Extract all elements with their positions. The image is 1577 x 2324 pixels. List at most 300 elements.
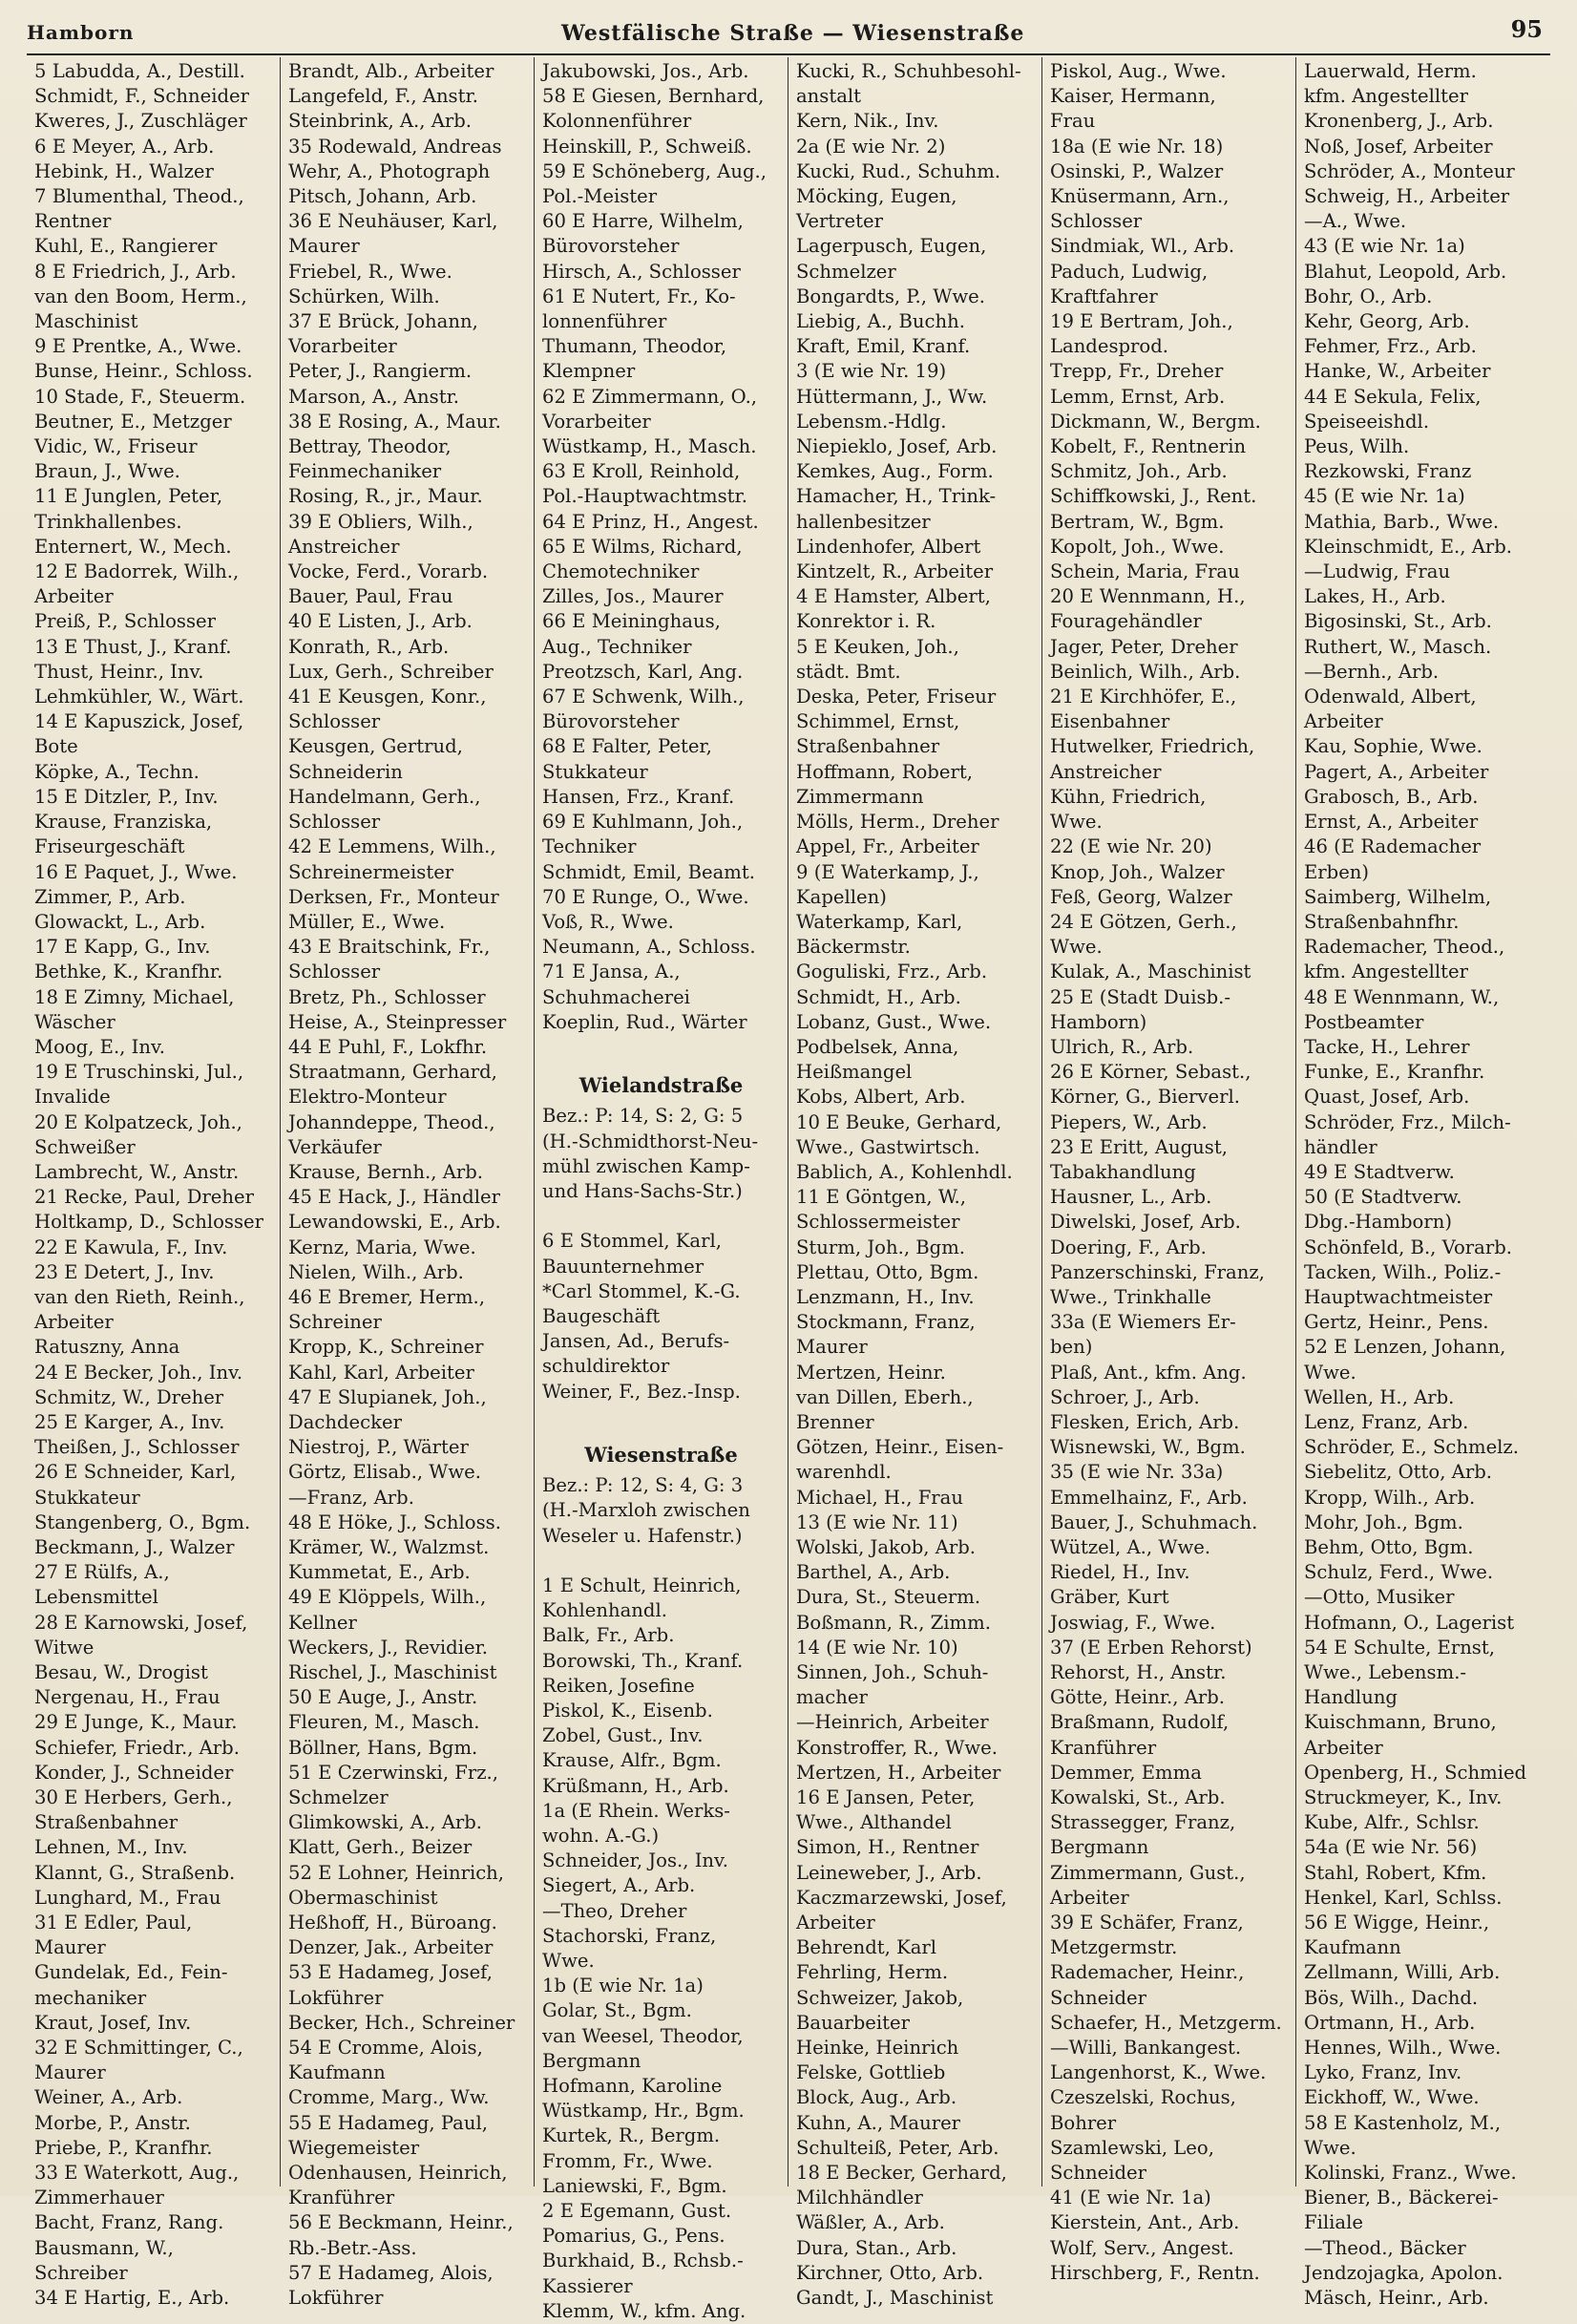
directory-entry: Fehmer, Frz., Arb. bbox=[1304, 335, 1477, 358]
directory-entry: Schein, Maria, Frau bbox=[1050, 560, 1240, 583]
directory-entry: Obermaschinist bbox=[288, 1886, 438, 1909]
directory-entry: Thumann, Theodor, bbox=[542, 335, 727, 358]
directory-entry: Jager, Peter, Dreher bbox=[1050, 635, 1238, 658]
directory-entry: Czeszelski, Rochus, bbox=[1050, 2086, 1236, 2109]
directory-entry: Biener, B., Bäckerei- bbox=[1304, 2187, 1499, 2209]
directory-entry: Witwe bbox=[34, 1636, 95, 1658]
directory-entry: Blahut, Leopold, Arb. bbox=[1304, 260, 1507, 283]
directory-entry: Arbeiter bbox=[796, 1912, 875, 1934]
directory-entry: Wolf, Serv., Angest. bbox=[1050, 2236, 1234, 2259]
directory-entry: Johanndeppe, Theod., bbox=[288, 1110, 495, 1133]
directory-entry: Hauptwachtmeister bbox=[1304, 1285, 1493, 1308]
directory-entry: Vertreter bbox=[796, 210, 883, 233]
directory-entry: Behm, Otto, Bgm. bbox=[1304, 1535, 1474, 1558]
column-4 bbox=[788, 57, 1042, 2310]
directory-entry: Rezkowski, Franz bbox=[1304, 460, 1472, 483]
directory-entry: 1b (E wie Nr. 1a) bbox=[542, 1975, 704, 1997]
directory-entry: Schneiderin bbox=[288, 760, 403, 783]
directory-entry: 1a (E Rhein. Werks- bbox=[542, 1799, 730, 1822]
directory-entry: Böllner, Hans, Bgm. bbox=[288, 1736, 478, 1759]
column-3 bbox=[535, 57, 788, 2322]
directory-entry: 61 E Nutert, Fr., Ko- bbox=[542, 285, 736, 307]
directory-entry: Bigosinski, St., Arb. bbox=[1304, 610, 1492, 633]
directory-entry: Kern, Nik., Inv. bbox=[796, 110, 939, 133]
directory-entry: 70 E Runge, O., Wwe. bbox=[542, 885, 749, 908]
directory-entry: Schmidt, F., Schneider bbox=[34, 85, 249, 108]
directory-entry: Schlosser bbox=[1050, 210, 1143, 233]
directory-entry: Schmidt, Emil, Beamt. bbox=[542, 860, 755, 883]
directory-entry: Feinmechaniker bbox=[288, 460, 442, 483]
directory-entry: Bablich, A., Kohlenhdl. bbox=[796, 1160, 1013, 1183]
directory-entry: Lenzmann, H., Inv. bbox=[796, 1285, 975, 1308]
directory-entry: 53 E Hadameg, Josef, bbox=[288, 1961, 493, 1984]
directory-entry: 17 E Kapp, G., Inv. bbox=[34, 936, 211, 959]
directory-entry: Anstreicher bbox=[288, 535, 400, 558]
directory-entry: 33a (E Wiemers Er- bbox=[1050, 1311, 1236, 1334]
directory-entry: Mohr, Joh., Bgm. bbox=[1304, 1511, 1463, 1533]
street-heading: Wielandstraße bbox=[578, 1073, 744, 1098]
directory-entry: Bäckermstr. bbox=[796, 936, 911, 959]
directory-entry: macher bbox=[796, 1686, 868, 1709]
directory-entry: Landesprod. bbox=[1050, 335, 1168, 358]
directory-entry: Kropp, K., Schreiner bbox=[288, 1336, 484, 1359]
directory-entry: 37 (E Erben Rehorst) bbox=[1050, 1636, 1252, 1658]
directory-entry: Felske, Gottlieb bbox=[796, 2061, 946, 2084]
directory-entry: Hausner, L., Arb. bbox=[1050, 1186, 1212, 1209]
directory-entry: Bertram, W., Bgm. bbox=[1050, 510, 1225, 533]
directory-entry: Heinke, Heinrich bbox=[796, 2037, 959, 2060]
directory-entry: Golar, St., Bgm. bbox=[542, 1999, 692, 2022]
directory-entry: Demmer, Emma bbox=[1050, 1761, 1202, 1784]
directory-entry: 1 E Schult, Heinrich, bbox=[542, 1574, 742, 1596]
directory-entry: Pagert, A., Arbeiter bbox=[1304, 760, 1489, 783]
directory-entry: Balk, Fr., Arb. bbox=[542, 1624, 675, 1647]
directory-entry: Behrendt, Karl bbox=[796, 1936, 937, 1959]
directory-entry: Lakes, H., Arb. bbox=[1304, 585, 1446, 608]
directory-entry: 69 E Kuhlmann, Joh., bbox=[542, 811, 744, 834]
directory-entry: Metzgermstr. bbox=[1050, 1936, 1178, 1959]
directory-entry: Filiale bbox=[1304, 2211, 1363, 2234]
directory-entry: Ulrich, R., Arb. bbox=[1050, 1035, 1194, 1058]
directory-entry: 40 E Listen, J., Arb. bbox=[288, 610, 473, 633]
directory-entry: 9 (E Waterkamp, J., bbox=[796, 860, 979, 883]
directory-entry: 56 E Beckmann, Heinr., bbox=[288, 2211, 514, 2234]
directory-entry: Schweig, H., Arbeiter bbox=[1304, 185, 1510, 208]
directory-entry: Kolinski, Franz., Wwe. bbox=[1304, 2162, 1517, 2185]
directory-entry: Peter, J., Rangierm. bbox=[288, 360, 473, 383]
directory-entry: Anstreicher bbox=[1050, 760, 1162, 783]
directory-entry: Stangenberg, O., Bgm. bbox=[34, 1511, 251, 1533]
directory-entry: Emmelhainz, F., Arb. bbox=[1050, 1486, 1248, 1509]
directory-entry: van Weesel, Theodor, bbox=[542, 2024, 744, 2047]
directory-entry: Arbeiter bbox=[1304, 1736, 1383, 1759]
directory-entry: 5 Labudda, A., Destill. bbox=[34, 60, 245, 82]
directory-entry: 36 E Neuhäuser, Karl, bbox=[288, 210, 498, 233]
directory-entry: Erben) bbox=[1304, 860, 1370, 883]
directory-entry: Enternert, W., Mech. bbox=[34, 535, 232, 558]
directory-entry: Stachorski, Franz, bbox=[542, 1924, 717, 1947]
directory-entry: Schiefer, Friedr., Arb. bbox=[34, 1736, 240, 1759]
header-rule bbox=[27, 53, 1550, 55]
directory-entry: Marson, A., Anstr. bbox=[288, 385, 460, 408]
directory-entry: Schuhmacherei bbox=[542, 985, 690, 1008]
directory-entry: 41 (E wie Nr. 1a) bbox=[1050, 2187, 1211, 2209]
directory-entry: Wwe., Althandel bbox=[796, 1811, 952, 1834]
directory-entry: Simon, H., Rentner bbox=[796, 1836, 979, 1859]
directory-entry: 58 E Kastenholz, M., bbox=[1304, 2111, 1502, 2134]
directory-entry: Klatt, Gerh., Beizer bbox=[288, 1836, 473, 1859]
directory-entry: —Heinrich, Arbeiter bbox=[796, 1711, 989, 1734]
directory-entry: 10 Stade, F., Steuerm. bbox=[34, 385, 246, 408]
directory-entry: Dura, Stan., Arb. bbox=[796, 2236, 957, 2259]
directory-entry: Bergmann bbox=[542, 2049, 641, 2072]
directory-entry: Wellen, H., Arb. bbox=[1304, 1385, 1455, 1408]
directory-entry: Schulteiß, Peter, Arb. bbox=[796, 2136, 999, 2159]
directory-entry: Priebe, P., Kranfhr. bbox=[34, 2136, 213, 2159]
directory-entry: Zimmermann, Gust., bbox=[1050, 1861, 1246, 1884]
directory-entry: Panzerschinski, Franz, bbox=[1050, 1260, 1265, 1283]
directory-entry: Grabosch, B., Arb. bbox=[1304, 785, 1479, 808]
directory-entry: Becker, Hch., Schreiner bbox=[288, 2011, 515, 2034]
directory-entry: Strassegger, Franz, bbox=[1050, 1811, 1236, 1834]
directory-columns bbox=[27, 57, 1550, 2322]
directory-entry: Kraut, Josef, Inv. bbox=[34, 2011, 192, 2034]
directory-entry: Hebink, H., Walzer bbox=[34, 159, 214, 182]
directory-entry: Feß, Georg, Walzer bbox=[1050, 885, 1232, 908]
directory-entry: Rb.-Betr.-Ass. bbox=[288, 2236, 417, 2259]
directory-entry: Braun, J., Wwe. bbox=[34, 460, 180, 483]
directory-entry: —Bernh., Arb. bbox=[1304, 660, 1440, 683]
directory-entry: Siegert, A., Arb. bbox=[542, 1874, 696, 1897]
directory-entry: Vocke, Ferd., Vorarb. bbox=[288, 560, 489, 583]
directory-entry: Vorarbeiter bbox=[288, 335, 397, 358]
directory-entry: Glimkowski, A., Arb. bbox=[288, 1811, 482, 1834]
directory-entry: Langenhorst, K., Wwe. bbox=[1050, 2061, 1267, 2084]
directory-entry: Derksen, Fr., Monteur bbox=[288, 885, 499, 908]
directory-entry: Baugeschäft bbox=[542, 1304, 661, 1327]
directory-entry: 24 E Götzen, Gerh., bbox=[1050, 910, 1237, 933]
directory-entry: Kassierer bbox=[542, 2274, 633, 2297]
directory-entry: Doering, F., Arb. bbox=[1050, 1236, 1207, 1258]
directory-entry: Bohrer bbox=[1050, 2111, 1117, 2134]
directory-entry: —Theod., Bäcker bbox=[1304, 2236, 1466, 2259]
directory-entry: Brenner bbox=[796, 1410, 874, 1433]
directory-entry: Flesken, Erich, Arb. bbox=[1050, 1410, 1240, 1433]
directory-entry: 13 E Thust, J., Kranf. bbox=[34, 635, 232, 658]
directory-entry: Chemotechniker bbox=[542, 560, 700, 583]
directory-entry: Odenhausen, Heinrich, bbox=[288, 2162, 508, 2185]
directory-entry: 6 E Meyer, A., Arb. bbox=[34, 135, 215, 158]
directory-entry: 19 E Bertram, Joh., bbox=[1050, 310, 1233, 333]
directory-entry: mechaniker bbox=[34, 1986, 147, 2009]
directory-entry: Zilles, Jos., Maurer bbox=[542, 585, 724, 608]
directory-entry: 48 E Höke, J., Schloss. bbox=[288, 1511, 501, 1533]
directory-entry: Krause, Franziska, bbox=[34, 811, 213, 834]
directory-entry: Trepp, Fr., Dreher bbox=[1050, 360, 1224, 383]
directory-entry: 28 E Karnowski, Josef, bbox=[34, 1611, 248, 1634]
directory-entry: 18a (E wie Nr. 18) bbox=[1050, 135, 1224, 158]
directory-entry: Lehmkühler, W., Wärt. bbox=[34, 686, 244, 708]
directory-entry: Wäßler, A., Arb. bbox=[796, 2211, 945, 2234]
directory-entry: Beutner, E., Metzger bbox=[34, 410, 232, 433]
directory-entry: *Carl Stommel, K.-G. bbox=[542, 1279, 741, 1302]
directory-entry: Bausmann, W., bbox=[34, 2236, 174, 2259]
directory-entry: 43 E Braitschink, Fr., bbox=[288, 936, 491, 959]
directory-entry: Knop, Joh., Walzer bbox=[1050, 860, 1225, 883]
directory-entry: Dachdecker bbox=[288, 1410, 402, 1433]
directory-entry: Wwe., Gastwirtsch. bbox=[796, 1135, 980, 1158]
directory-entry: schuldirektor bbox=[542, 1355, 670, 1378]
directory-entry: van den Rieth, Reinh., bbox=[34, 1285, 245, 1308]
directory-entry: Schröder, Frz., Milch- bbox=[1304, 1110, 1511, 1133]
directory-entry: Lenz, Franz, Arb. bbox=[1304, 1410, 1469, 1433]
column-5 bbox=[1042, 57, 1296, 2284]
directory-entry: Arbeiter bbox=[34, 585, 114, 608]
directory-entry: Kraft, Emil, Kranf. bbox=[796, 335, 971, 358]
directory-entry: 9 E Prentke, A., Wwe. bbox=[34, 335, 242, 358]
directory-entry: Maurer bbox=[288, 235, 360, 258]
directory-entry: Mathia, Barb., Wwe. bbox=[1304, 510, 1500, 533]
directory-entry: 26 E Schneider, Karl, bbox=[34, 1461, 237, 1484]
directory-entry: Krause, Alfr., Bgm. bbox=[542, 1749, 722, 1772]
directory-entry: Beckmann, J., Walzer bbox=[34, 1535, 235, 1558]
directory-entry: 27 E Rülfs, A., bbox=[34, 1561, 170, 1584]
directory-entry: 18 E Zimny, Michael, bbox=[34, 985, 235, 1008]
directory-entry: Friseurgeschäft bbox=[34, 835, 185, 858]
directory-entry: Barthel, A., Arb. bbox=[796, 1561, 951, 1584]
directory-entry: Denzer, Jak., Arbeiter bbox=[288, 1936, 494, 1959]
directory-entry: Schneider bbox=[1050, 2162, 1147, 2185]
directory-entry: Odenwald, Albert, bbox=[1304, 686, 1477, 708]
directory-entry: van Dillen, Eberh., bbox=[796, 1385, 974, 1408]
directory-entry: Elektro-Monteur bbox=[288, 1086, 447, 1109]
directory-entry: Lobanz, Gust., Wwe. bbox=[796, 1010, 992, 1033]
directory-entry: 25 E (Stadt Duisb.- bbox=[1050, 985, 1231, 1008]
directory-entry: Kolonnenführer bbox=[542, 110, 692, 133]
directory-entry: Koeplin, Rud., Wärter bbox=[542, 1010, 747, 1033]
directory-entry: —Otto, Musiker bbox=[1304, 1586, 1455, 1609]
directory-entry: Krüßmann, H., Arb. bbox=[542, 1774, 729, 1797]
directory-entry: 16 E Paquet, J., Wwe. bbox=[34, 860, 238, 883]
directory-entry: Bauer, J., Schuhmach. bbox=[1050, 1511, 1258, 1533]
directory-entry: Kweres, J., Zuschläger bbox=[34, 110, 247, 133]
directory-entry: Schulz, Ferd., Wwe. bbox=[1304, 1561, 1494, 1584]
directory-entry: 21 E Kirchhöfer, E., bbox=[1050, 686, 1237, 708]
directory-entry: Voß, R., Wwe. bbox=[542, 910, 674, 933]
directory-entry: Ruthert, W., Masch. bbox=[1304, 635, 1492, 658]
directory-entry: Lauerwald, Herm. bbox=[1304, 60, 1477, 82]
directory-entry: Kemkes, Aug., Form. bbox=[796, 460, 994, 483]
directory-entry: Schmitz, Joh., Arb. bbox=[1050, 460, 1228, 483]
column-6 bbox=[1296, 57, 1550, 2310]
directory-entry: Kummetat, E., Arb. bbox=[288, 1561, 471, 1584]
directory-entry: Riedel, H., Inv. bbox=[1050, 1561, 1190, 1584]
directory-entry: Bauer, Paul, Frau bbox=[288, 585, 453, 608]
directory-entry: Kellner bbox=[288, 1611, 357, 1634]
directory-entry: 35 Rodewald, Andreas bbox=[288, 135, 502, 158]
directory-entry: Bauunternehmer bbox=[542, 1255, 704, 1278]
directory-entry: Görtz, Elisab., Wwe. bbox=[288, 1461, 482, 1484]
directory-entry: 24 E Becker, Joh., Inv. bbox=[34, 1361, 243, 1384]
directory-entry: Gundelak, Ed., Fein- bbox=[34, 1961, 228, 1984]
directory-entry: Niepieklo, Josef, Arb. bbox=[796, 435, 998, 458]
directory-entry: Laniewski, F., Bgm. bbox=[542, 2174, 727, 2197]
directory-entry: Kulak, A., Maschinist bbox=[1050, 961, 1251, 983]
directory-entry bbox=[542, 1549, 780, 1574]
directory-entry: 8 E Friedrich, J., Arb. bbox=[34, 260, 237, 283]
directory-entry: Rademacher, Theod., bbox=[1304, 936, 1505, 959]
directory-entry: ben) bbox=[1050, 1336, 1093, 1359]
directory-entry: Krause, Bernh., Arb. bbox=[288, 1160, 483, 1183]
directory-entry: lonnenführer bbox=[542, 310, 667, 333]
directory-entry: Konrath, R., Arb. bbox=[288, 635, 450, 658]
directory-entry: Nergenau, H., Frau bbox=[34, 1686, 221, 1709]
directory-entry: Bohr, O., Arb. bbox=[1304, 285, 1433, 307]
directory-entry: Weiner, A., Arb. bbox=[34, 2086, 183, 2109]
directory-entry: Eickhoff, W., Wwe. bbox=[1304, 2086, 1480, 2109]
directory-entry bbox=[542, 1204, 780, 1229]
directory-entry: Arbeiter bbox=[1050, 1886, 1129, 1909]
directory-entry: Glowackt, L., Arb. bbox=[34, 910, 206, 933]
directory-entry: Moog, E., Inv. bbox=[34, 1035, 165, 1058]
directory-entry: Waterkamp, Karl, bbox=[796, 910, 963, 933]
directory-entry: Straßenbahner bbox=[34, 1811, 179, 1834]
directory-entry: städt. Bmt. bbox=[796, 660, 901, 683]
directory-entry: Kernz, Maria, Wwe. bbox=[288, 1236, 476, 1258]
directory-entry: Schürken, Wilh. bbox=[288, 285, 440, 307]
directory-entry: Michael, H., Frau bbox=[796, 1486, 963, 1509]
directory-entry: Wwe. bbox=[1304, 2136, 1356, 2159]
directory-entry: Konrektor i. R. bbox=[796, 610, 936, 633]
directory-entry: 4 E Hamster, Albert, bbox=[796, 585, 991, 608]
directory-entry: Konder, J., Schneider bbox=[34, 1761, 234, 1784]
directory-entry: Wüstkamp, H., Masch. bbox=[542, 435, 757, 458]
directory-entry: Siebelitz, Otto, Arb. bbox=[1304, 1461, 1492, 1484]
directory-entry: Wisnewski, W., Bgm. bbox=[1050, 1436, 1246, 1459]
directory-entry: Bongardts, P., Wwe. bbox=[796, 285, 985, 307]
directory-entry: Arbeiter bbox=[34, 1311, 114, 1334]
directory-entry: Heinskill, P., Schweiß. bbox=[542, 135, 752, 158]
directory-entry: Piskol, K., Eisenb. bbox=[542, 1700, 713, 1722]
directory-entry: Schönfeld, B., Vorarb. bbox=[1304, 1236, 1512, 1258]
directory-entry: Zimmerhauer bbox=[34, 2187, 164, 2209]
directory-entry: 62 E Zimmermann, O., bbox=[542, 385, 758, 408]
directory-entry: 71 E Jansa, A., bbox=[542, 961, 681, 983]
directory-entry: Schmelzer bbox=[796, 260, 896, 283]
directory-entry: hallenbesitzer bbox=[796, 510, 931, 533]
directory-entry: Wwe. bbox=[1050, 811, 1103, 834]
directory-entry: 23 E Eritt, August, bbox=[1050, 1135, 1228, 1158]
directory-entry: Kierstein, Ant., Arb. bbox=[1050, 2211, 1240, 2234]
directory-entry: Lyko, Franz, Inv. bbox=[1304, 2061, 1462, 2084]
directory-entry: Kehr, Georg, Arb. bbox=[1304, 310, 1470, 333]
directory-entry: 21 Recke, Paul, Dreher bbox=[34, 1186, 254, 1209]
directory-entry bbox=[542, 1405, 780, 1429]
directory-entry: Heise, A., Steinpresser bbox=[288, 1010, 507, 1033]
directory-entry: Schiffkowski, J., Rent. bbox=[1050, 485, 1257, 508]
directory-entry: Lunghard, M., Frau bbox=[34, 1886, 221, 1909]
directory-entry: Bote bbox=[34, 735, 78, 758]
directory-entry: 16 E Jansen, Peter, bbox=[796, 1786, 976, 1809]
directory-entry: 39 E Obliers, Wilh., bbox=[288, 510, 473, 533]
directory-entry: Lebensmittel bbox=[34, 1586, 158, 1609]
directory-entry: 31 E Edler, Paul, bbox=[34, 1912, 193, 1934]
directory-entry: Bauarbeiter bbox=[796, 2011, 910, 2034]
directory-entry: Straßenbahner bbox=[796, 735, 940, 758]
directory-entry: —A., Wwe. bbox=[1304, 210, 1407, 233]
directory-entry: Schweizer, Jakob, bbox=[796, 1986, 964, 2009]
directory-entry: Eisenbahner bbox=[1050, 710, 1170, 733]
directory-entry: Köpke, A., Techn. bbox=[34, 760, 200, 783]
directory-entry: Hofmann, Karoline bbox=[542, 2075, 723, 2098]
directory-entry: Fromm, Fr., Wwe. bbox=[542, 2149, 713, 2172]
directory-entry: Lux, Gerh., Schreiber bbox=[288, 660, 494, 683]
directory-entry: Knüsermann, Arn., bbox=[1050, 185, 1230, 208]
directory-entry: Zobel, Gust., Inv. bbox=[542, 1724, 704, 1747]
directory-entry: Mäsch, Heinr., Arb. bbox=[1304, 2287, 1489, 2310]
directory-entry: Straatmann, Gerhard, bbox=[288, 1061, 497, 1084]
directory-entry: Liebig, A., Buchh. bbox=[796, 310, 965, 333]
directory-entry: Bürovorsteher bbox=[542, 235, 680, 258]
directory-entry: Lambrecht, W., Anstr. bbox=[34, 1160, 240, 1183]
directory-entry: Kowalski, St., Arb. bbox=[1050, 1786, 1226, 1809]
directory-entry: Paduch, Ludwig, bbox=[1050, 260, 1209, 283]
directory-entry: Quast, Josef, Arb. bbox=[1304, 1086, 1470, 1109]
directory-entry: Vorarbeiter bbox=[542, 410, 651, 433]
directory-entry: 46 (E Rademacher bbox=[1304, 835, 1482, 858]
directory-entry: 11 E Göntgen, W., bbox=[796, 1186, 967, 1209]
directory-entry: Stockmann, Franz, bbox=[796, 1311, 976, 1334]
directory-entry: Mertzen, Heinr. bbox=[796, 1361, 946, 1384]
directory-entry: Kaufmann bbox=[288, 2061, 386, 2084]
directory-entry: 15 E Ditzler, P., Inv. bbox=[34, 785, 219, 808]
directory-entry: Möcking, Eugen, bbox=[796, 185, 957, 208]
directory-entry: 54a (E wie Nr. 56) bbox=[1304, 1836, 1478, 1859]
directory-entry: kfm. Angestellter bbox=[1304, 961, 1468, 983]
directory-entry: Brandt, Alb., Arbeiter bbox=[288, 60, 494, 82]
directory-entry: Schreinermeister bbox=[288, 860, 454, 883]
directory-entry: Schmelzer bbox=[288, 1786, 389, 1809]
directory-entry: Wwe., Lebensm.- bbox=[1304, 1661, 1467, 1683]
directory-entry: Klemm, W., kfm. Ang. bbox=[542, 2299, 746, 2322]
directory-entry: Kaufmann bbox=[1304, 1936, 1401, 1959]
directory-entry: 13 (E wie Nr. 11) bbox=[796, 1511, 958, 1533]
directory-entry: 64 E Prinz, H., Angest. bbox=[542, 510, 759, 533]
directory-entry: warenhdl. bbox=[796, 1461, 892, 1484]
directory-entry: (H.-Marxloh zwischen bbox=[542, 1499, 750, 1522]
directory-entry: Stukkateur bbox=[542, 760, 648, 783]
directory-entry: Tacken, Wilh., Poliz.- bbox=[1304, 1260, 1502, 1283]
directory-entry: Kuischmann, Bruno, bbox=[1304, 1711, 1497, 1734]
directory-entry: 14 (E wie Nr. 10) bbox=[796, 1636, 958, 1658]
directory-entry: Maurer bbox=[796, 1336, 868, 1359]
directory-entry: Kahl, Karl, Arbeiter bbox=[288, 1361, 474, 1384]
directory-entry: 52 E Lohner, Heinrich, bbox=[288, 1861, 505, 1884]
directory-entry: 48 E Wennmann, W., bbox=[1304, 985, 1500, 1008]
directory-entry: Kobelt, F., Rentnerin bbox=[1050, 435, 1247, 458]
directory-entry: Gräber, Kurt bbox=[1050, 1586, 1169, 1609]
directory-entry: Handelmann, Gerh., bbox=[288, 785, 481, 808]
directory-entry: Neumann, A., Schloss. bbox=[542, 936, 756, 959]
directory-entry: Preotzsch, Karl, Ang. bbox=[542, 660, 744, 683]
directory-entry: 38 E Rosing, A., Maur. bbox=[288, 410, 501, 433]
directory-entry: Rentner bbox=[34, 210, 112, 233]
directory-entry: Schneider bbox=[1050, 1986, 1147, 2009]
directory-entry: Hennes, Wilh., Wwe. bbox=[1304, 2037, 1502, 2060]
directory-entry: 2 E Egemann, Gust. bbox=[542, 2200, 732, 2223]
directory-entry: Maschinist bbox=[34, 310, 138, 333]
directory-entry: Bacht, Franz, Rang. bbox=[34, 2211, 224, 2234]
